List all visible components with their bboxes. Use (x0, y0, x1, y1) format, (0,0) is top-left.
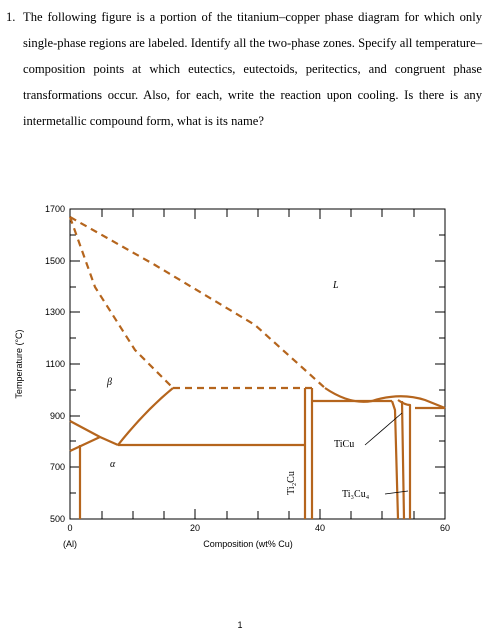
question-number: 1. (6, 10, 16, 24)
alpha-beta-left (70, 421, 118, 451)
x-tick-label: 0 (67, 523, 73, 533)
y-tick-label: 1700 (44, 204, 65, 214)
phase-label-ti3cu4: Ti₃Cu₄ (342, 489, 370, 500)
question-block (6, 4, 482, 134)
x-tick-label: 20 (189, 523, 201, 533)
phase-label-ticu: TiCu (334, 439, 355, 450)
beta-boundary (118, 388, 173, 445)
y-tick-label: 900 (49, 411, 65, 421)
phase-label-liquid: L (333, 280, 339, 291)
phase-label-beta: β (107, 377, 112, 388)
plot-frame (70, 209, 445, 519)
question-text: The following figure is a portion of the titanium–copper phase diagram for which only single-phase regions are labeled. Identify all the two-phase zones. Specify all temperature– composition points at which eutectics, eutectoids, peritectics, and congruent phase transformations occur. Also, for each, write the reaction upon cooling. Is there is any intermetallic compound form, what is its name? (23, 10, 482, 128)
y-tick-label: 1500 (44, 256, 65, 266)
x-tick-label: 40 (314, 523, 326, 533)
page-number: 1 (237, 620, 243, 630)
y-axis-title: Temperature (°C) (14, 329, 24, 399)
liquidus-right (325, 388, 445, 408)
ticu-field (392, 401, 404, 519)
phase-label-alpha: α (110, 459, 116, 470)
liquidus-upper (70, 217, 325, 388)
phase-label-ti2cu: Ti₂Cu (286, 471, 297, 495)
y-tick-label: 500 (49, 514, 65, 524)
phase-boundaries (70, 217, 445, 519)
x-axis-sublabel: (Al) (63, 539, 77, 549)
y-tick-label: 1300 (44, 307, 65, 317)
ti3cu4-region (398, 400, 445, 519)
phase-diagram-figure (0, 195, 485, 560)
liquidus-left (70, 217, 173, 388)
y-tick-label: 700 (49, 462, 65, 472)
y-ticks (70, 209, 445, 493)
x-axis-title: Composition (wt% Cu) (203, 539, 293, 549)
x-tick-label: 60 (439, 523, 451, 533)
y-tick-label: 1100 (45, 359, 65, 369)
